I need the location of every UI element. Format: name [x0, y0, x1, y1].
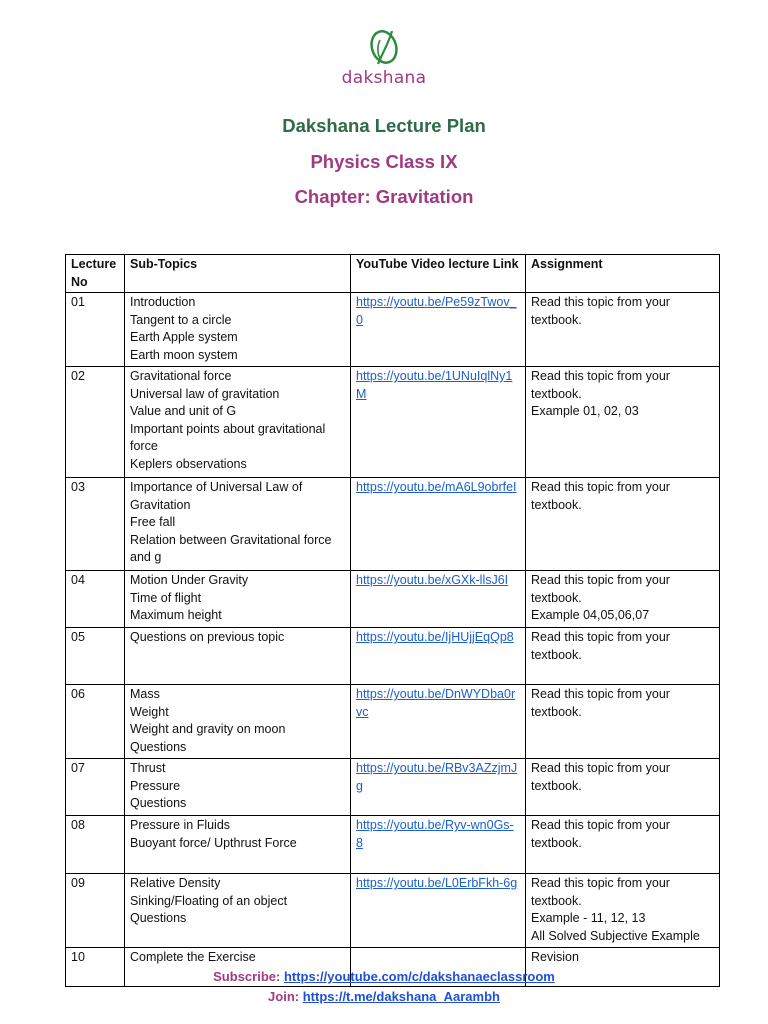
sub-topic: Important points about gravitational force: [130, 421, 326, 453]
video-link-cell: [351, 628, 526, 685]
sub-topic: Questions: [130, 911, 187, 925]
assignment-cell: [526, 571, 720, 628]
youtube-video-link[interactable]: https://youtu.be/xGXk-llsJ6I: [356, 573, 509, 587]
sub-topic: Pressure: [130, 778, 181, 793]
youtube-video-link[interactable]: https://youtu.be/IjHUjjEqQp8: [356, 630, 514, 644]
sub-topic: Mass: [130, 687, 160, 701]
assignment-cell: [526, 367, 720, 478]
lecture-number: 09: [66, 874, 125, 948]
sub-topics-cell: [125, 759, 351, 816]
sub-topic: Introduction: [130, 295, 196, 309]
class-title: Physics Class IX: [310, 151, 458, 172]
join-line: [0, 989, 768, 1004]
sub-topic: Buoyant force/ Upthrust Force: [130, 835, 297, 850]
assignment-text: Example - 11, 12, 13: [531, 911, 646, 925]
sub-topic: Complete the Exercise: [130, 950, 256, 964]
sub-topic: Gravitational force: [130, 369, 232, 383]
sub-topics-cell: [125, 874, 351, 948]
assignment-text: Read this topic from your textbook.: [531, 369, 670, 401]
sub-topic: Maximum height: [130, 608, 222, 622]
table-row: [66, 874, 720, 948]
assignment-cell: [526, 816, 720, 874]
sub-topic: Free fall: [130, 515, 176, 529]
join-link[interactable]: https://t.me/dakshana_Aarambh: [302, 989, 500, 1004]
assignment-text: Read this topic from your textbook.: [531, 687, 670, 719]
lecture-number: 10: [66, 948, 125, 987]
video-link-cell: [351, 874, 526, 948]
youtube-video-link[interactable]: https://youtu.be/1UNuIqlNy1M: [356, 369, 513, 401]
youtube-video-link[interactable]: https://youtu.be/RBv3AZzjmJg: [356, 761, 518, 793]
video-link-cell: [351, 816, 526, 874]
video-link-cell: [351, 685, 526, 759]
column-header-sub-topics: Sub-Topics: [125, 255, 351, 293]
sub-topic: Earth moon system: [130, 347, 238, 362]
sub-topic: Thrust: [130, 761, 166, 775]
lecture-number: 05: [66, 628, 125, 685]
sub-topic: Keplers observations: [130, 456, 247, 471]
sub-topics-cell: [125, 816, 351, 874]
sub-topics-cell: [125, 367, 351, 478]
video-link-cell: [351, 759, 526, 816]
table-row: [66, 293, 720, 367]
youtube-video-link[interactable]: https://youtu.be/Pe59zTwov_0: [356, 295, 517, 327]
sub-topics-cell: [125, 685, 351, 759]
assignment-text: Example 01, 02, 03: [531, 404, 639, 418]
dakshana-logo: [334, 26, 434, 90]
lecture-plan-table: [65, 254, 720, 987]
org-title: Dakshana Lecture Plan: [282, 115, 486, 136]
sub-topic: Questions: [130, 739, 187, 754]
video-link-cell: [351, 293, 526, 367]
youtube-video-link[interactable]: https://youtu.be/DnWYDba0rvc: [356, 687, 516, 719]
column-header-video-link: YouTube Video lecture Link: [351, 255, 526, 293]
subscribe-line: [0, 969, 768, 984]
lecture-number: 06: [66, 685, 125, 759]
sub-topic: Tangent to a circle: [130, 312, 232, 327]
sub-topic: Questions: [130, 796, 187, 810]
table-row: [66, 628, 720, 685]
column-header-assignment: Assignment: [526, 255, 720, 293]
lecture-number: 03: [66, 478, 125, 571]
column-header-lecture-no: Lecture No: [66, 255, 125, 293]
sub-topic: Time of flight: [130, 590, 202, 605]
sub-topics-cell: [125, 293, 351, 367]
table-row: [66, 759, 720, 816]
assignment-text: All Solved Subjective Example: [531, 928, 700, 943]
video-link-cell: [351, 367, 526, 478]
sub-topic: Earth Apple system: [130, 330, 238, 344]
assignment-text: Read this topic from your textbook.: [531, 573, 670, 605]
assignment-text: Read this topic from your textbook.: [531, 295, 670, 327]
sub-topic: Universal law of gravitation: [130, 386, 280, 401]
lecture-number: 08: [66, 816, 125, 874]
sub-topic: Weight: [130, 704, 169, 719]
youtube-video-link[interactable]: https://youtu.be/L0ErbFkh-6g: [356, 876, 518, 890]
lecture-number: 01: [66, 293, 125, 367]
assignment-text: Example 04,05,06,07: [531, 608, 650, 622]
table-row: [66, 478, 720, 571]
lecture-number: 02: [66, 367, 125, 478]
assignment-text: Read this topic from your textbook.: [531, 480, 670, 512]
table-header-row: [66, 255, 720, 293]
logo-wordmark: dakshana: [341, 68, 427, 88]
leaf-logo-icon: [334, 26, 434, 70]
lecture-number: 07: [66, 759, 125, 816]
assignment-text: Read this topic from your textbook.: [531, 876, 670, 908]
table-row: [66, 367, 720, 478]
assignment-cell: [526, 293, 720, 367]
assignment-text: Read this topic from your textbook.: [531, 630, 670, 662]
lecture-number: 04: [66, 571, 125, 628]
sub-topics-cell: [125, 628, 351, 685]
sub-topic: Pressure in Fluids: [130, 818, 231, 832]
sub-topic: Relative Density: [130, 876, 221, 890]
assignment-text: Revision: [531, 950, 579, 964]
sub-topic: Relation between Gravitational force and g: [130, 532, 332, 564]
assignment-cell: [526, 874, 720, 948]
subscribe-label: Subscribe:: [213, 969, 281, 984]
table-row: [66, 685, 720, 759]
join-label: Join:: [268, 989, 300, 1004]
assignment-cell: [526, 478, 720, 571]
youtube-video-link[interactable]: https://youtu.be/mA6L9obrfeI: [356, 480, 517, 494]
assignment-cell: [526, 759, 720, 816]
assignment-cell: [526, 685, 720, 759]
chapter-title: Chapter: Gravitation: [294, 186, 474, 207]
youtube-video-link[interactable]: https://youtu.be/Ryv-wn0Gs-8: [356, 818, 514, 850]
table-row: [66, 571, 720, 628]
sub-topics-cell: [125, 478, 351, 571]
sub-topic: Motion Under Gravity: [130, 573, 249, 587]
assignment-cell: [526, 628, 720, 685]
video-link-cell: [351, 478, 526, 571]
sub-topic: Weight and gravity on moon: [130, 722, 286, 736]
assignment-text: Read this topic from your textbook.: [531, 761, 670, 793]
subscribe-link[interactable]: https://youtube.com/c/dakshanaeclassroom: [283, 969, 555, 984]
video-link-cell: [351, 571, 526, 628]
sub-topic: Value and unit of G: [130, 404, 237, 418]
assignment-text: Read this topic from your textbook.: [531, 818, 670, 850]
sub-topic: Questions on previous topic: [130, 630, 285, 644]
sub-topics-cell: [125, 571, 351, 628]
sub-topic: Importance of Universal Law of Gravitation: [130, 480, 303, 512]
sub-topic: Sinking/Floating of an object: [130, 893, 288, 908]
table-row: [66, 816, 720, 874]
